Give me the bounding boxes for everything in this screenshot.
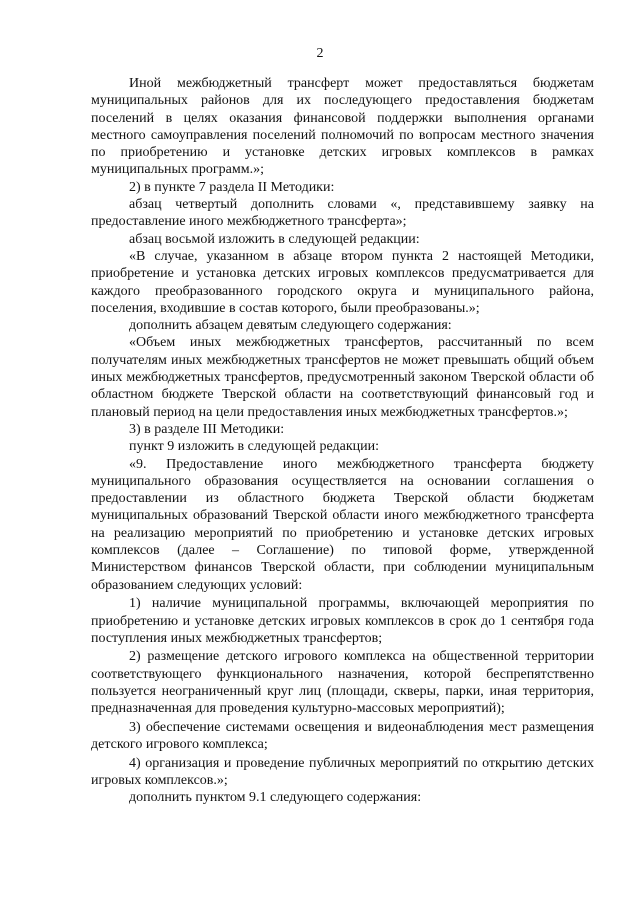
paragraph-point-9-1-intro: дополнить пунктом 9.1 следующего содержания: — [129, 790, 422, 806]
paragraph-transfer-provision: Иной межбюджетный трансферт может предоставляться бюджетам муниципальных районов для их последующего предоставления бюджетам поселений в целях оказания финансовой поддержки выполнения органами местного самоуправления поселений полномочий по вопросам местного значения по приобретению и установке детских игровых комплексов в рамках муниципальных программ.»; — [91, 76, 594, 178]
paragraph-item-3: 3) в разделе III Методики: — [129, 421, 285, 437]
paragraph-condition-2: 2) размещение детского игрового комплекса на общественной территории соответствующего функционального назначения, которой беспрепятственно пользуется неограниченный круг лиц (площади, скверы, парки, иная территория, предназначенная для проведения культурно-массовых мероприятий); — [91, 649, 594, 717]
paragraph-point-9-intro: пункт 9 изложить в следующей редакции: — [129, 439, 379, 455]
paragraph-point-9-text: «9. Предоставление иного межбюджетного трансферта бюджету муниципального образования осуществляется на основании соглашения о предоставлении из областного бюджета Тверской области бюджетам муниципальных образований Тверской области иного межбюджетного трансферта на реализацию мероприятий по приобретению и установке детских игровых комплексов (далее – Соглашение) по типовой форме, утвержденной Министерством финансов Тверской области, при соблюдении муниципальным образованием следующих условий: — [91, 456, 594, 593]
paragraph-condition-4: 4) организация и проведение публичных мероприятий по открытию детских игровых комплексов.»; — [91, 755, 594, 789]
paragraph-abzac-8-intro: абзац восьмой изложить в следующей редакции: — [129, 231, 420, 247]
paragraph-item-2: 2) в пункте 7 раздела II Методики: — [129, 179, 335, 195]
paragraph-abzac-8-text: «В случае, указанном в абзаце втором пункта 2 настоящей Методики, приобретение и установка детских игровых комплексов предусматривается для каждого преобразованного городского округа и муниципального района, поселения, входившие в состав которого, были преобразованы.»; — [91, 248, 594, 316]
paragraph-condition-3: 3) обеспечение системами освещения и видеонаблюдения мест размещения детского игрового комплекса; — [91, 719, 594, 753]
page-number: 2 — [316, 46, 324, 61]
paragraph-abzac-9-text: «Объем иных межбюджетных трансфертов, рассчитанный по всем получателям иных межбюджетных трансфертов не может превышать общий объем иных межбюджетных трансфертов, предусмотренный законом Тверской области об областном бюджете Тверской области на соответствующий финансовый год и плановый период на цели предоставления иных межбюджетных трансфертов.»; — [91, 335, 594, 420]
paragraph-abzac-9-intro: дополнить абзацем девятым следующего содержания: — [129, 318, 452, 334]
paragraph-condition-1: 1) наличие муниципальной программы, включающей мероприятия по приобретению и установке детских игровых комплексов в срок до 1 сентября года поступления иных межбюджетных трансфертов; — [91, 596, 594, 646]
document-body — [91, 75, 594, 807]
paragraph-abzac-4: абзац четвертый дополнить словами «, представившему заявку на предоставление иного межбюджетного трансферта»; — [91, 197, 594, 230]
